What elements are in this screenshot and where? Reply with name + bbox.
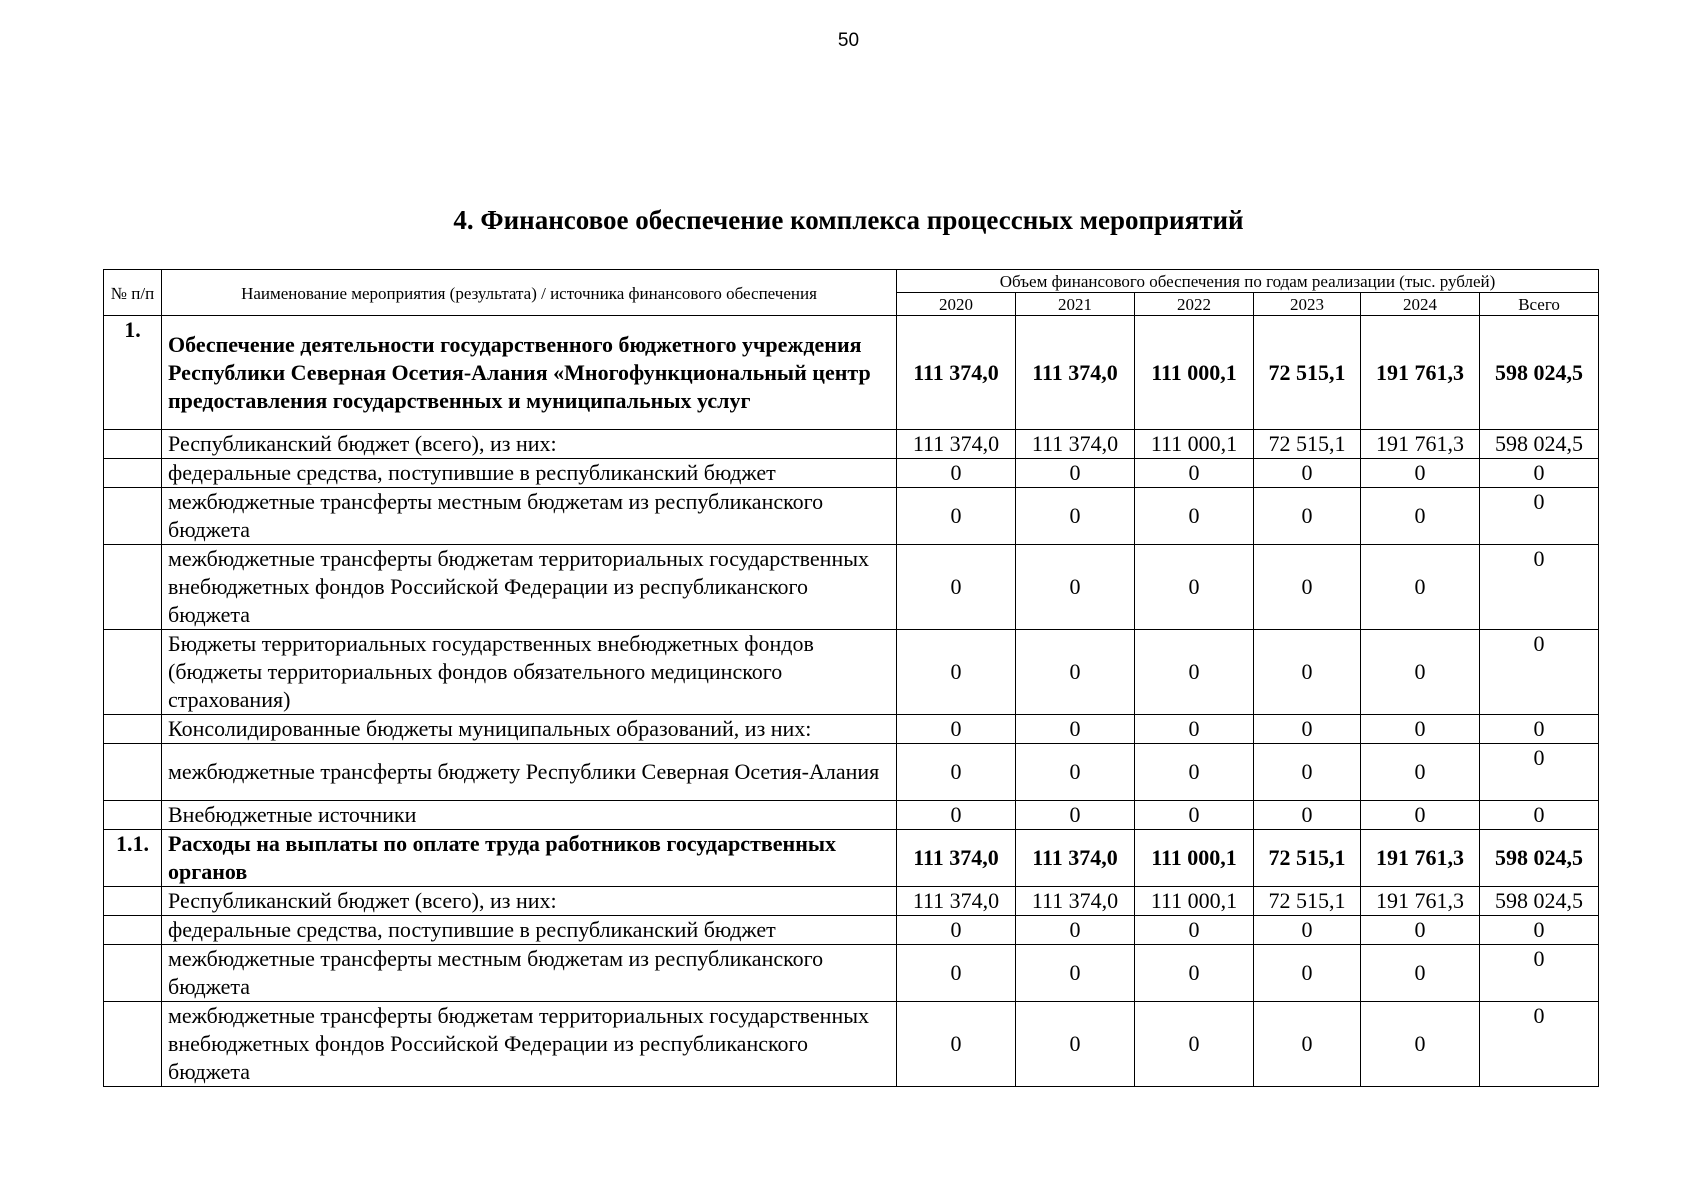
cell-2023: 0 (1254, 459, 1361, 488)
row-name: Обеспечение деятельности государственного бюджетного учреждения Республики Северная Осетия-Алания «Многофункциональный центр предоставления государственных и муниципальных услуг (162, 316, 897, 430)
row-name: Бюджеты территориальных государственных внебюджетных фондов (бюджеты территориальных фондов обязательного медицинского страхования) (162, 630, 897, 715)
cell-2023: 0 (1254, 488, 1361, 545)
cell-total: 0 (1480, 916, 1599, 945)
row-index (104, 545, 162, 630)
row-index (104, 630, 162, 715)
cell-2022: 0 (1135, 1002, 1254, 1087)
row-index (104, 488, 162, 545)
cell-2024: 0 (1361, 945, 1480, 1002)
cell-2020: 111 374,0 (897, 430, 1016, 459)
cell-2021: 0 (1016, 715, 1135, 744)
cell-2021: 111 374,0 (1016, 887, 1135, 916)
cell-2021: 0 (1016, 945, 1135, 1002)
row-index: 1. (104, 316, 162, 430)
cell-total: 0 (1480, 630, 1599, 715)
cell-2024: 0 (1361, 744, 1480, 801)
cell-2021: 0 (1016, 459, 1135, 488)
row-index (104, 945, 162, 1002)
cell-2023: 0 (1254, 630, 1361, 715)
table-row (104, 1002, 1599, 1087)
cell-2020: 0 (897, 945, 1016, 1002)
cell-2022: 0 (1135, 630, 1254, 715)
cell-2023: 72 515,1 (1254, 316, 1361, 430)
cell-2021: 111 374,0 (1016, 430, 1135, 459)
table-row (104, 430, 1599, 459)
row-index (104, 916, 162, 945)
cell-2021: 0 (1016, 801, 1135, 830)
row-name: федеральные средства, поступившие в республиканский бюджет (162, 916, 897, 945)
table-row (104, 488, 1599, 545)
cell-2024: 0 (1361, 715, 1480, 744)
cell-2021: 0 (1016, 744, 1135, 801)
cell-2024: 0 (1361, 630, 1480, 715)
cell-2024: 0 (1361, 459, 1480, 488)
cell-2022: 0 (1135, 715, 1254, 744)
cell-2024: 191 761,3 (1361, 316, 1480, 430)
cell-2022: 0 (1135, 459, 1254, 488)
cell-2024: 0 (1361, 1002, 1480, 1087)
cell-2024: 191 761,3 (1361, 887, 1480, 916)
header-year-2024: 2024 (1361, 293, 1480, 316)
cell-total: 598 024,5 (1480, 887, 1599, 916)
cell-total: 0 (1480, 715, 1599, 744)
row-index (104, 1002, 162, 1087)
cell-2023: 72 515,1 (1254, 430, 1361, 459)
row-name: Республиканский бюджет (всего), из них: (162, 430, 897, 459)
cell-2020: 0 (897, 630, 1016, 715)
cell-2020: 0 (897, 801, 1016, 830)
cell-2020: 0 (897, 459, 1016, 488)
cell-2022: 0 (1135, 945, 1254, 1002)
row-name: Расходы на выплаты по оплате труда работников государственных органов (162, 830, 897, 887)
cell-2022: 111 000,1 (1135, 830, 1254, 887)
cell-2021: 0 (1016, 545, 1135, 630)
header-year-2023: 2023 (1254, 293, 1361, 316)
cell-2023: 0 (1254, 1002, 1361, 1087)
cell-2024: 0 (1361, 545, 1480, 630)
cell-2023: 0 (1254, 945, 1361, 1002)
table-header (104, 270, 1599, 316)
cell-2020: 0 (897, 916, 1016, 945)
table-row (104, 459, 1599, 488)
table-row (104, 916, 1599, 945)
cell-2022: 111 000,1 (1135, 430, 1254, 459)
cell-total: 598 024,5 (1480, 430, 1599, 459)
row-index (104, 744, 162, 801)
document-title: 4. Финансовое обеспечение комплекса процессных мероприятий (453, 205, 1244, 235)
cell-2024: 191 761,3 (1361, 830, 1480, 887)
cell-total: 0 (1480, 801, 1599, 830)
row-name: межбюджетные трансферты бюджетам территориальных государственных внебюджетных фондов Российской Федерации из республиканского бюджета (162, 545, 897, 630)
row-index (104, 801, 162, 830)
cell-2022: 0 (1135, 545, 1254, 630)
table-row (104, 945, 1599, 1002)
cell-2021: 111 374,0 (1016, 830, 1135, 887)
cell-2023: 0 (1254, 916, 1361, 945)
cell-2020: 0 (897, 744, 1016, 801)
cell-2023: 72 515,1 (1254, 887, 1361, 916)
financing-table (103, 269, 1599, 1087)
cell-2022: 111 000,1 (1135, 316, 1254, 430)
cell-2021: 111 374,0 (1016, 316, 1135, 430)
row-index (104, 715, 162, 744)
cell-total: 0 (1480, 744, 1599, 801)
cell-2023: 0 (1254, 545, 1361, 630)
cell-total: 0 (1480, 545, 1599, 630)
cell-2023: 0 (1254, 715, 1361, 744)
header-total: Всего (1480, 293, 1599, 316)
cell-2023: 72 515,1 (1254, 830, 1361, 887)
cell-2020: 111 374,0 (897, 316, 1016, 430)
cell-2023: 0 (1254, 801, 1361, 830)
table-body (104, 316, 1599, 1087)
cell-2020: 0 (897, 715, 1016, 744)
cell-total: 0 (1480, 1002, 1599, 1087)
row-name: Внебюджетные источники (162, 801, 897, 830)
cell-2020: 111 374,0 (897, 830, 1016, 887)
cell-2021: 0 (1016, 916, 1135, 945)
header-num-col: № п/п (104, 270, 162, 316)
row-name: межбюджетные трансферты местным бюджетам из республиканского бюджета (162, 945, 897, 1002)
cell-2024: 0 (1361, 488, 1480, 545)
cell-total: 0 (1480, 488, 1599, 545)
table-row (104, 630, 1599, 715)
table-row (104, 545, 1599, 630)
cell-2020: 0 (897, 488, 1016, 545)
cell-2023: 0 (1254, 744, 1361, 801)
row-name: федеральные средства, поступившие в республиканский бюджет (162, 459, 897, 488)
cell-2024: 191 761,3 (1361, 430, 1480, 459)
row-name: межбюджетные трансферты бюджету Республики Северная Осетия-Алания (162, 744, 897, 801)
cell-2022: 111 000,1 (1135, 887, 1254, 916)
cell-2022: 0 (1135, 488, 1254, 545)
table-row (104, 744, 1599, 801)
table-row (104, 830, 1599, 887)
cell-2021: 0 (1016, 488, 1135, 545)
cell-total: 0 (1480, 945, 1599, 1002)
row-name: межбюджетные трансферты местным бюджетам из республиканского бюджета (162, 488, 897, 545)
cell-2021: 0 (1016, 1002, 1135, 1087)
table-row (104, 887, 1599, 916)
cell-2020: 0 (897, 1002, 1016, 1087)
header-volume: Объем финансового обеспечения по годам реализации (тыс. рублей) (897, 270, 1599, 293)
row-name: Консолидированные бюджеты муниципальных образований, из них: (162, 715, 897, 744)
row-index (104, 430, 162, 459)
cell-2022: 0 (1135, 801, 1254, 830)
row-index (104, 459, 162, 488)
header-name-col: Наименование мероприятия (результата) / источника финансового обеспечения (162, 270, 897, 316)
cell-2022: 0 (1135, 916, 1254, 945)
cell-2024: 0 (1361, 801, 1480, 830)
page-number: 50 (837, 30, 860, 51)
cell-2024: 0 (1361, 916, 1480, 945)
cell-2020: 111 374,0 (897, 887, 1016, 916)
cell-2021: 0 (1016, 630, 1135, 715)
row-index (104, 887, 162, 916)
cell-2020: 0 (897, 545, 1016, 630)
cell-2022: 0 (1135, 744, 1254, 801)
cell-total: 598 024,5 (1480, 316, 1599, 430)
cell-total: 0 (1480, 459, 1599, 488)
table-row (104, 801, 1599, 830)
row-name: межбюджетные трансферты бюджетам территориальных государственных внебюджетных фондов Российской Федерации из республиканского бюджета (162, 1002, 897, 1087)
table-row (104, 316, 1599, 430)
row-index: 1.1. (104, 830, 162, 887)
cell-total: 598 024,5 (1480, 830, 1599, 887)
header-year-2021: 2021 (1016, 293, 1135, 316)
header-year-2020: 2020 (897, 293, 1016, 316)
header-year-2022: 2022 (1135, 293, 1254, 316)
row-name: Республиканский бюджет (всего), из них: (162, 887, 897, 916)
table-row (104, 715, 1599, 744)
